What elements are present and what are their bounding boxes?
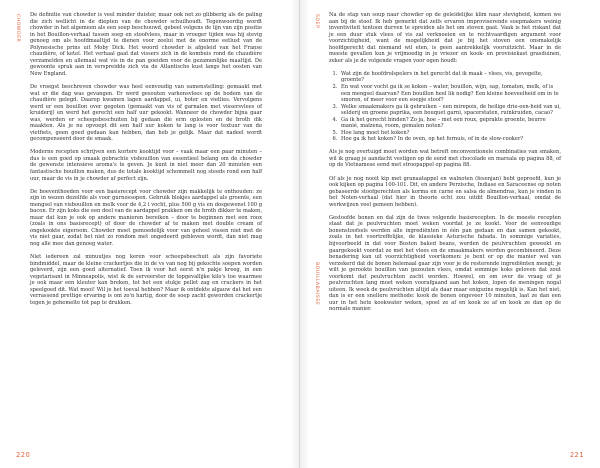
right-intro: Na de stap van soup naar chowder op de geleidelijke klim naar stevigheid, komen we aan bij de stoof. Ik heb gemerkt dat zelfs ervaren improviserende soepmakers weinig inventiviteit tentoon durven te spreiden als het om stoven gaat. Vaak is het riskant dat je een duur stuk vlees of vis zal verknoeien en te rechtvaardigen argument voor voorzichtigheid, want de mogelijkheid dat je bij het stoven een onsmakelijk hoofdgerecht dat niemand wil eten, is geen aantrekkelijk vooruitzicht. Maar in de meeste gevallen kun je vrijmoedig in je vriezer en kook- en provisiekast grasduinen, zeker als je de volgende vragen voor ogen houdt: — [329, 12, 561, 64]
gutter-shadow — [301, 0, 309, 468]
running-head-left: CHOWDER — [15, 14, 20, 43]
list-item: 4. Ga ik het gerecht binden? Zo ja, hoe – met een roux, geprakte groente, beurre manié, maïzena, room, gemalen noten? — [339, 117, 561, 130]
left-paragraph-4: De boeventhoeden voor een basisrecept voor chowder zijn makkelijk te onthouden: ze zijn in wezen dezelfde als voor gurnossopen. Gebruik blokjes aardappel als groente, een mengsel van visbouillon en melk voor de 4,2 l vocht, plus 500 g vis en dosgewenst 100 g bacon. Er zijn koks die een deel van de aardappel prakken om de broth dikker te maken, maar dat kun je ook op andere manieren bereiken – door te beginnen met een roux (zoals in ons basisrecept) of door de chowder af te maken met double cream of ongekookte eigeroom. Chowder moet gemoedelijk voor van geheel vissen niet met de vis niet gaar, zodat het niet zo rondom met ongedeerd gebleven wordt, dan niet mag nog alle mee dan genoeg water. — [30, 188, 262, 247]
list-item: 2. En wat voor vocht ga ik se koken – water, bouillon, wijn, sap, tomaten, melk, of is een mengsel daarvan? Een bouillon heel lik nodig? Een kleine hoeveelheid om in te smoren, of meer voor een soepje stoof? — [339, 84, 561, 104]
left-page-body — [30, 12, 262, 313]
left-paragraph-2: De vroegst beschreven chowder was heel eenvoudig van samenstelling: gemaakt met wat er die dag was gevangen. Er werd gesouten varkensvlees op de bodem van de chaudière gelegd. Daarop kwamen lagen aardappel, ui, boter en vietlies. Vervolgens werd er een bouillon over gegoten (gemaakt van vis of garnalen met vissersvlees of kruiderij) en werd het gerecht een half uur gekookt. Wanneer de chowder bijna gaar was, werden er scheepsbeschuiten bij gedaan die erin oplosten en de broth dik maakten. Als je nu opvoept dit een half uur koken te lang is voor textuur van de vietfiets, geen goed gedaan kan hebben, dan heb je gelijk. Maar dat nadeel wordt gecompenseerd door de smaak. — [30, 83, 262, 143]
right-paragraph-2: Als je nog overtuigd moet worden wat betreft onconventionele combinaties van smaken, wil ik graag je aandacht vestigen op de eend met chocolade en marsala op pagina 88, of op de Vietnamese eend met stroopappel op pagina 88. — [329, 149, 561, 169]
right-page-body — [329, 12, 561, 313]
running-head-right: SOEP — [314, 14, 319, 29]
left-paragraph-3: Moderne recepten schrijven een kortere kooktijd voor – vaak maar een paar minuten – dus is een goed op smaak gebrachte visbouillon van essentieel belang om de chowder de gewenste intensieve aroma's te geven. Je kunt in niet meer dan 20 minuten een fantastische bouillon maken, dus de totale kooktijd schommelt nog steeds rond een half uur, maar de vis in je chowder af perfect zijn. — [30, 149, 262, 182]
list-item: 6. Hoe ga ik het koken? In de oven, op het fornuis, of in de slow-cooker? — [339, 136, 561, 143]
question-list — [329, 71, 561, 143]
right-page — [300, 0, 600, 468]
page-number-left: 220 — [16, 451, 31, 459]
right-paragraph-3: Of als je nog nooit kip met granaatappel en walnoten (fesenjan) hebt geproefd, kun je ook kijken op pagina 100-101. Dit, en andere Perzische, Indiase en Saraceense op noten gebaseerde stoofgerechten als korma en carne en salsa de almendras, kun je vinden in het Noten-verhaal (dat hier in theorie echt zou uitdit Bouillon-verhaal, omdat de werkwijzen veel gemeen hebben). — [329, 175, 561, 208]
list-item: 3. Welke smaakmakers ga ik gebruiken – een mirepoix, de heilige drie-een-heid van ui, selderij en groene paprika, een bouquet garni, spacerstaten, ruinkruiden, cacao? — [339, 104, 561, 117]
right-paragraph-4: Gestoofde bonen en dal zijn de twee volgende basisrecepten. In de meeste recepten staat dat je peulvruchten moet weken voordat je ze kookt. Voor de eenvoudige bonenstoofsels werden alle ingrediënten in één pan gedaan en dan samen gekookt, zoals in het voortreffelijke, de klassieke Asturische fabada. In sommige variaties, bijvoorbeeld in dat voor Boston baked beans, werden de peulvruchten geweekt en gaargekookt voordat ze met het vlees en de smaakmakers werden gecombineerd. Deze benadering kan uit voorzichtigheid voortkomen: je bent er op die manier wel van verzekerd dat de bonen helemaal gaar zijn voor je de resterende ingrediënten mengt; je wilt je gerookte bouillon van gezouten vlees, omdat sommige koks geloven dat zout voorkomt dat peulvruchten zacht worden. Hoewel, en om over de vraag of je peulvruchten lang moet weken voorafgaand aan het koken, lopen de meningen nogal uiteen. Ik week de peulvruchten altijd als daar maar enigszins mogelijk is. Kan het niet, dan is er een snellere methode: kook de bonen ongeveer 10 minuten, laat ze dan een uur in het hete kookwater weken, spoel ze af en kook ze af en kook ze dan op de normale manier. — [329, 214, 561, 313]
list-item: 5. Hoe lang moet het koken? — [339, 130, 561, 137]
left-paragraph-1: De definitie van chowder is veel minder duister, maar ook net zo glibberig als de paling die zich wellicht in de diepten van de chowder schuilhoudt. Tegenwoordig wordt chowder in het algemeen als een soep beschouwd, gebeel volgens de lijn van zijn positie in het Bouillon-verhaal tussen soep en stoofvlees, maar in vroeger tijden was hij stevig genoeg om als hoofdmaaltijd te dienen voor zeelui met de enorme eetlust van de Polynesische prins uit Moby Dick. Het woord chowder is afgeleid van het Franse chaudière, of ketel. Het verhaal gaat dat vissers zich in de kombuis rond de chaudière verzamelden en allemaal wat vis in de pan goeiden voor de gezamenlijke maaltijd. De gewoonte sprak aan in verspreidde zich via de Atlantische kust langs het oosten van New England. — [30, 12, 262, 77]
section-label-right: BOUILLABAISSE — [314, 262, 319, 306]
page-number-right: 221 — [569, 451, 584, 459]
list-item: 1. Wat zijn de hoofdrolspelers in het gerecht dat ik maak – vlees, vis, gevogelte, groente? — [339, 71, 561, 84]
left-paragraph-5: Niet iedereen zal minuutjes nog keren voor scheepsbeschuit als zijn favoriete bindmiddel, maar de kleine crackertjes die in de vs van nog bij gekochte soepen worden geleverd, zijn een goed alternatief. Toen ik voor het eerst n'n pakje kreeg, in een vegetarisant in Minneapolis, wist ik de serveerster de topgevallijke kilo's toe waarmee je ook maar een kleuter kan breken, tot het een stukje pellet zag en crackers in het speelgoed dit. Wat mooi! Wil je het toeval hebben? Maar ik ontdekte algauw dat het een verrassend prettige ervaring is om zo'n hartig, door de soep zacht geworden crackertje tegen je gehemelte tot pap te drukken. — [30, 254, 262, 306]
gutter-shadow — [291, 0, 299, 468]
